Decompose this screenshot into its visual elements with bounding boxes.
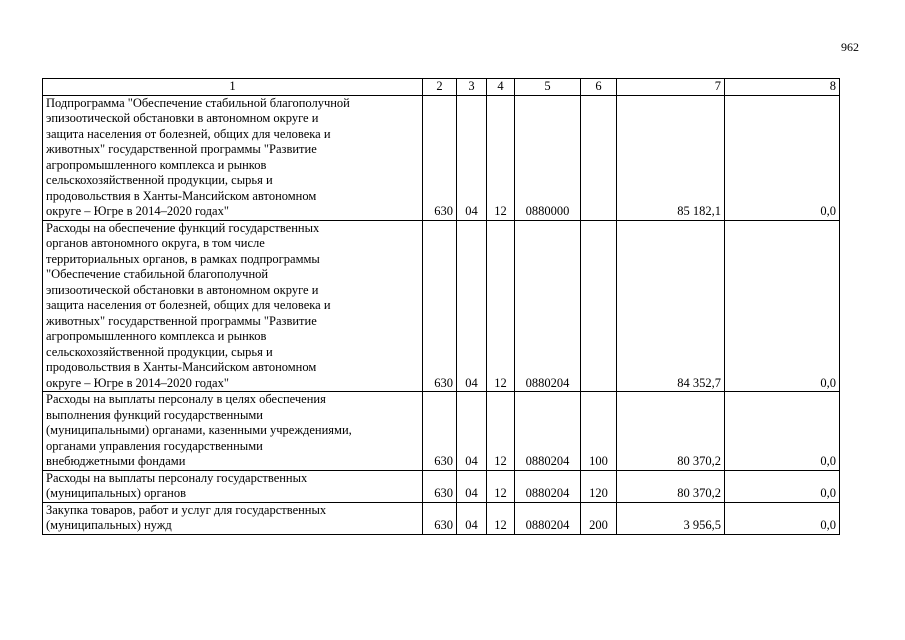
cell-target-article: 0880204 (515, 392, 581, 471)
cell-subsection: 12 (487, 502, 515, 534)
column-header: 8 (725, 79, 840, 96)
budget-table (42, 78, 840, 535)
cell-amount-federal: 0,0 (725, 502, 840, 534)
cell-gov-code: 630 (423, 502, 457, 534)
row-description (43, 95, 423, 220)
cell-expense-type: 120 (581, 470, 617, 502)
cell-section: 04 (457, 502, 487, 534)
table-row (43, 470, 840, 502)
cell-amount-federal: 0,0 (725, 392, 840, 471)
row-description-text: Расходы на выплаты персоналу государственных (муниципальных) органов (46, 470, 308, 500)
row-description (43, 392, 423, 471)
cell-gov-code: 630 (423, 95, 457, 220)
cell-amount: 80 370,2 (617, 392, 725, 471)
cell-section: 04 (457, 392, 487, 471)
cell-subsection: 12 (487, 470, 515, 502)
row-description-text: Подпрограмма "Обеспечение стабильной благополучной эпизоотической обстановки в автономном округе и защита населения от болезней, общих для человека и животных" государственной программы "Развитие агропромышленного комплекса и рынков сельскохозяйственной продукции, сырья и продовольствия в Ханты-Мансийском автономном округе – Югре в 2014–2020 годах" (46, 95, 350, 218)
cell-amount-federal: 0,0 (725, 220, 840, 392)
cell-target-article: 0880204 (515, 220, 581, 392)
column-header: 3 (457, 79, 487, 96)
cell-target-article: 0880000 (515, 95, 581, 220)
cell-expense-type (581, 220, 617, 392)
cell-section: 04 (457, 95, 487, 220)
cell-gov-code: 630 (423, 392, 457, 471)
column-header: 2 (423, 79, 457, 96)
cell-amount-federal: 0,0 (725, 470, 840, 502)
row-description (43, 502, 423, 534)
page-number: 962 (841, 40, 859, 54)
column-header: 5 (515, 79, 581, 96)
table-row (43, 502, 840, 534)
cell-subsection: 12 (487, 95, 515, 220)
cell-subsection: 12 (487, 220, 515, 392)
column-header: 7 (617, 79, 725, 96)
row-description-text: Расходы на обеспечение функций государственных органов автономного округа, в том числе территориальных органов, в рамках подпрограммы "Обеспечение стабильной благополучной эпизоотической обстановки в автономном округе и защита населения от болезней, общих для человека и животных" государственной программы "Развитие агропромышленного комплекса и рынков сельскохозяйственной продукции, сырья и продовольствия в Ханты-Мансийском автономном округе – Югре в 2014–2020 годах" (46, 220, 331, 390)
table-row (43, 95, 840, 220)
cell-amount: 3 956,5 (617, 502, 725, 534)
cell-amount: 85 182,1 (617, 95, 725, 220)
cell-expense-type: 200 (581, 502, 617, 534)
column-header: 4 (487, 79, 515, 96)
row-description-text: Закупка товаров, работ и услуг для государственных (муниципальных) нужд (46, 502, 327, 532)
column-header: 1 (43, 79, 423, 96)
cell-amount-federal: 0,0 (725, 95, 840, 220)
cell-section: 04 (457, 470, 487, 502)
cell-target-article: 0880204 (515, 470, 581, 502)
table-row (43, 392, 840, 471)
row-description (43, 220, 423, 392)
cell-section: 04 (457, 220, 487, 392)
cell-subsection: 12 (487, 392, 515, 471)
table-header-row (43, 79, 840, 96)
cell-expense-type (581, 95, 617, 220)
table-row (43, 220, 840, 392)
cell-amount: 84 352,7 (617, 220, 725, 392)
cell-gov-code: 630 (423, 220, 457, 392)
cell-gov-code: 630 (423, 470, 457, 502)
row-description (43, 470, 423, 502)
row-description-text: Расходы на выплаты персоналу в целях обеспечения выполнения функций государственными (муниципальными) органами, казенными учреждениями, органами управления государственными внебюджетными фондами (46, 392, 352, 468)
cell-amount: 80 370,2 (617, 470, 725, 502)
cell-expense-type: 100 (581, 392, 617, 471)
column-header: 6 (581, 79, 617, 96)
cell-target-article: 0880204 (515, 502, 581, 534)
